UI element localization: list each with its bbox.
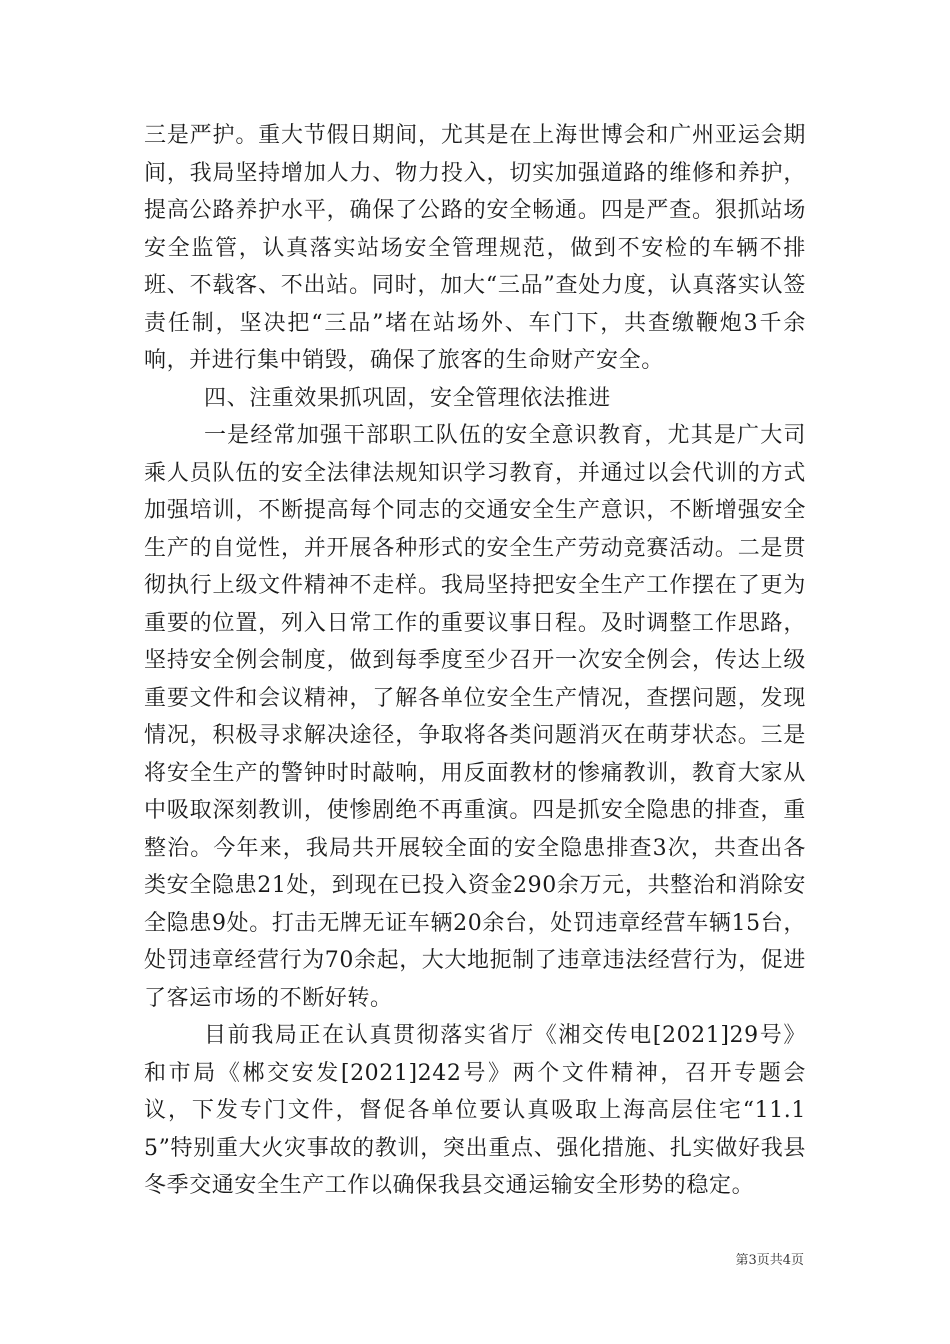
paragraph-strict-protection-inspection: 三是严护。重大节假日期间，尤其是在上海世博会和广州亚运会期间，我局坚持增加人力、物力投入，切实加强道路的维修和养护，提高公路养护水平，确保了公路的安全畅通。四是严查。狠抓站场安全监管，认真落实站场安全管理规范，做到不安检的车辆不排班、不载客、不出站。同时，加大“三品”查处力度，认真落实认签责任制，坚决把“三品”堵在站场外、车门下，共查缴鞭炮3千余响，并进行集中销毁，确保了旅客的生命财产安全。 bbox=[144, 123, 806, 373]
page-number: 第3页共4页 bbox=[735, 1253, 804, 1268]
section-heading-four: 四、注重效果抓巩固，安全管理依法推进 bbox=[204, 385, 611, 411]
paragraph-current-work: 目前我局正在认真贯彻落实省厅《湘交传电[2021]29号》和市局《郴交安发[2021]242号》两个文件精神，召开专题会议，下发专门文件，督促各单位要认真吸取上海高层住宅“11.15”特别重大火灾事故的教训，突出重点、强化措施、扎实做好我县冬季交通安全生产工作以确保我县交通运输安全形势的稳定。 bbox=[144, 1023, 806, 1198]
paragraph-safety-education: 一是经常加强干部职工队伍的安全意识教育，尤其是广大司乘人员队伍的安全法律法规知识学习教育，并通过以会代训的方式加强培训，不断提高每个同志的交通安全生产意识，不断增强安全生产的自觉性，并开展各种形式的安全生产劳动竞赛活动。二是贯彻执行上级文件精神不走样。我局坚持把安全生产工作摆在了更为重要的位置，列入日常工作的重要议事日程。及时调整工作思路，坚持安全例会制度，做到每季度至少召开一次安全例会，传达上级重要文件和会议精神，了解各单位安全生产情况，查摆问题，发现情况，积极寻求解决途径，争取将各类问题消灭在萌芽状态。三是将安全生产的警钟时时敲响，用反面教材的惨痛教训，教育大家从中吸取深刻教训，使惨剧绝不再重演。四是抓安全隐患的排查，重整治。今年来，我局共开展较全面的安全隐患排查3次，共查出各类安全隐患21处，到现在已投入资金290余万元，共整治和消除安全隐患9处。打击无牌无证车辆20余台，处罚违章经营车辆15台，处罚违章经营行为70余起，大大地扼制了违章违法经营行为，促进了客运市场的不断好转。 bbox=[144, 423, 806, 1011]
document-body bbox=[144, 117, 806, 1205]
